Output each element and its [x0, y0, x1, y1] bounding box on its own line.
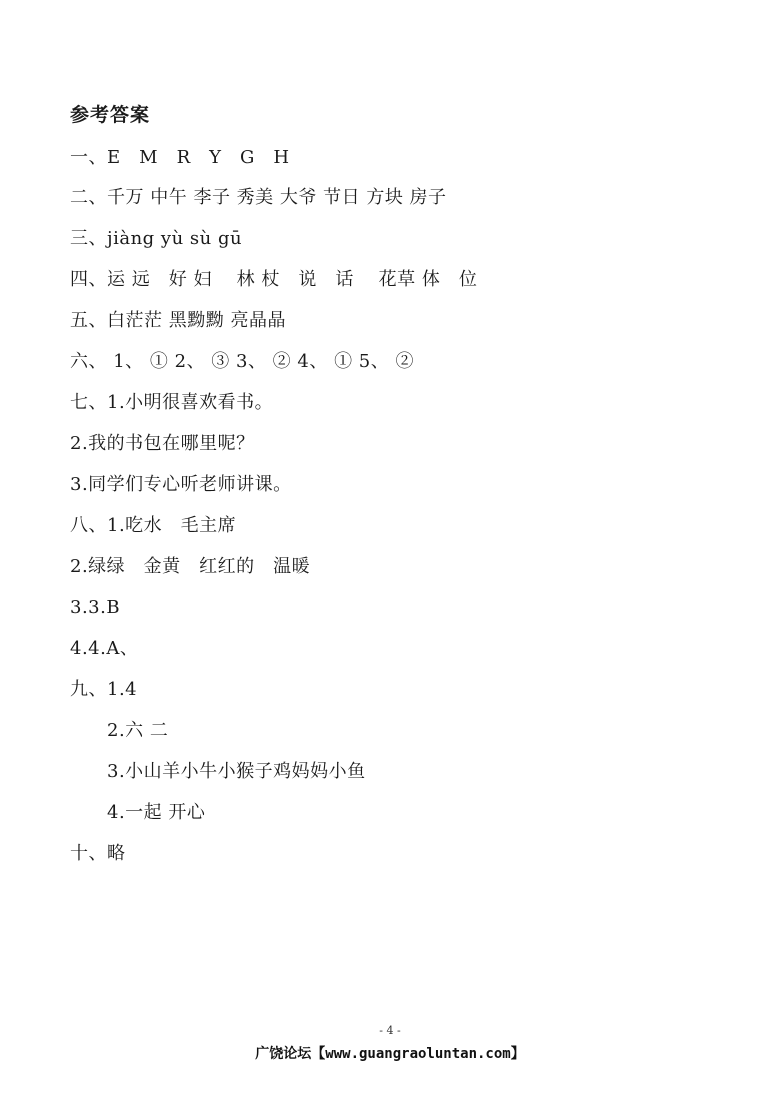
answer-line-11: 2.绿绿 金黄 红红的 温暖 [70, 556, 311, 577]
page-title: 参考答案 [70, 104, 151, 126]
answer-line-8: 2.我的书包在哪里呢？ [70, 433, 255, 454]
page-number: - 4 - [379, 1024, 401, 1037]
answer-subline-3: 4.一起 开心 [107, 802, 206, 823]
answer-subline-1: 2.六 二 [107, 720, 169, 741]
answer-line-10: 八、1.吃水 毛主席 [70, 515, 237, 536]
answer-line-13: 4.4.A、 [70, 638, 139, 659]
answer-line-7: 七、1.小明很喜欢看书。 [70, 392, 274, 413]
answer-line-4: 四、运 远 好 妇 林 杖 说 话 花草 体 位 [70, 269, 478, 290]
answer-line-5: 五、白茫茫 黑黝黝 亮晶晶 [70, 310, 286, 331]
answer-line-1: 一、E M R Y G H [70, 147, 290, 168]
answer-line-3: 三、jiàng yù sù gū [70, 228, 243, 249]
answer-line-14: 九、1.4 [70, 679, 138, 700]
answer-line-6: 六、 1、 ① 2、 ③ 3、 ② 4、 ① 5、 ② [70, 351, 414, 372]
page-footer: 广饶论坛【www.guangraoluntan.com】 [255, 1046, 525, 1062]
answer-line-2: 二、千万 中午 李子 秀美 大爷 节日 方块 房子 [70, 187, 447, 208]
answer-subline-2: 3.小山羊小牛小猴子鸡妈妈小鱼 [107, 761, 366, 782]
answer-line-12: 3.3.B [70, 597, 121, 618]
answer-line-9: 3.同学们专心听老师讲课。 [70, 474, 292, 495]
answer-line-last: 十、略 [70, 843, 126, 864]
